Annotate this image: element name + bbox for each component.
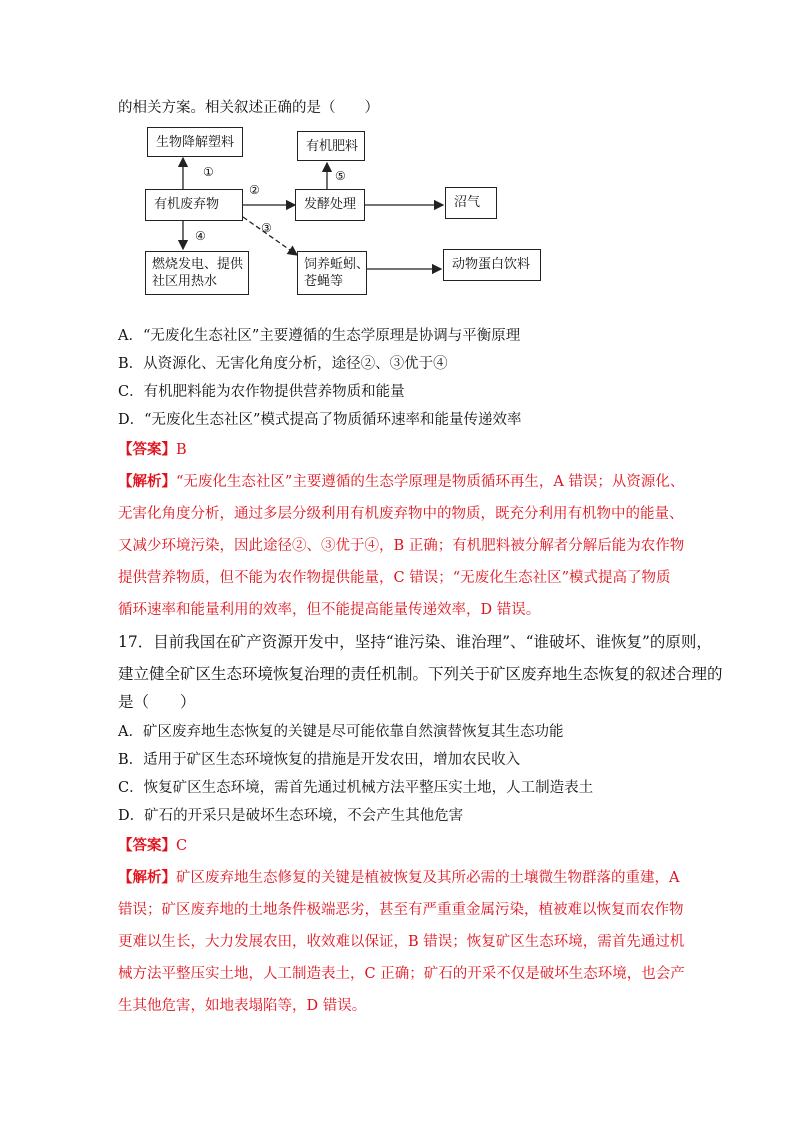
box-plastic: 生物降解塑料 [147,127,243,157]
q17-answer-value: C [176,838,188,854]
box-feed [297,251,370,295]
box-power-line1: 燃烧发电、提供 [152,257,244,272]
q16-analysis-line-2: 无害化角度分析，通过多层分级利用有机废弃物中的物质，既充分利用有机物中的能量、 [118,506,684,522]
box-ferment: 发酵处理 [295,189,365,221]
flow-diagram [145,125,555,305]
q17-analysis-tag: 【解析】 [118,869,176,886]
box-power [145,251,249,295]
q17-analysis-line-5: 生其他危害，如地表塌陷等，D 错误。 [118,998,367,1014]
label-4: ④ [195,229,206,243]
q16-analysis-line-1 [118,472,684,492]
box-feed-line2: 苍蝇等 [304,274,344,289]
q16-analysis-line-4: 提供营养物质，但不能为农作物提供能量，C 错误；“无废化生态社区”模式提高了物质 [118,570,671,586]
q17-stem-line-3: 是（ ） [118,693,196,711]
label-2: ② [249,183,260,197]
box-power-line2: 社区用热水 [152,274,218,289]
q16-option-d: D．“无废化生态社区”模式提高了物质循环速率和能量传递效率 [118,412,522,428]
q17-analysis-line-3: 更难以生长，大力发展农田，收效难以保证，B 错误；恢复矿区生态环境，需首先通过机 [118,934,685,950]
q17-analysis-line-2: 错误；矿区废弃地的土地条件极端恶劣，甚至有严重重金属污染，植被难以恢复而农作物 [118,902,684,918]
q17-option-d: D．矿石的开采只是破坏生态环境，不会产生其他危害 [118,808,464,824]
q17-answer [118,836,187,856]
q17-stem-line-1: 17．目前我国在矿产资源开发中，坚持“谁污染、谁治理”、“谁破坏、谁恢复”的原则， [118,633,712,651]
q16-option-c: C．有机肥料能为农作物提供营养物质和能量 [118,384,405,400]
q16-answer-value: B [176,442,187,458]
q16-option-a: A．“无废化生态社区”主要遵循的生态学原理是协调与平衡原理 [118,328,521,344]
box-protein: 动物蛋白饮料 [443,249,541,281]
box-biogas: 沼气 [445,187,497,219]
q16-option-b: B．从资源化、无害化角度分析，途径②、③优于④ [118,356,448,372]
q16-intro: 的相关方案。相关叙述正确的是（ ） [118,100,379,116]
q17-analysis-text-1: 矿区废弃地生态修复的关键是植被恢复及其所必需的土壤微生物群落的重建，A [176,870,680,886]
q16-analysis-line-5: 循环速率和能量利用的效率，但不能提高能量传递效率，D 错误。 [118,602,541,618]
q17-answer-tag: 【答案】 [118,837,176,854]
q16-answer [118,440,187,460]
q17-option-c: C．恢复矿区生态环境，需首先通过机械方法平整压实土地，人工制造表土 [118,780,594,796]
q17-option-a: A．矿区废弃地生态恢复的关键是尽可能依靠自然演替恢复其生态功能 [118,724,564,740]
q17-analysis-line-1 [118,868,679,888]
q16-answer-tag: 【答案】 [118,441,176,458]
label-5: ⑤ [335,169,346,183]
q16-analysis-line-3: 又减少环境污染，因此途径②、③优于④，B 正确；有机肥料被分解者分解后能为农作物 [118,538,685,554]
label-1: ① [203,165,214,179]
q16-analysis-text-1: “无废化生态社区”主要遵循的生态学原理是物质循环再生，A 错误；从资源化、 [176,474,685,490]
box-feed-line1: 饲养蚯蚓、 [304,257,370,272]
box-waste: 有机废弃物 [145,189,243,221]
label-3: ③ [261,221,272,235]
q17-option-b: B．适用于矿区生态环境恢复的措施是开发农田，增加农民收入 [118,752,521,768]
q17-analysis-line-4: 械方法平整压实土地，人工制造表土，C 正确；矿石的开采不仅是破坏生态环境，也会产 [118,966,685,982]
q16-analysis-tag: 【解析】 [118,473,176,490]
box-fertilizer: 有机肥料 [297,131,365,161]
q17-stem-line-2: 建立健全矿区生态环境恢复治理的责任机制。下列关于矿区废弃地生态恢复的叙述合理的 [118,665,723,683]
